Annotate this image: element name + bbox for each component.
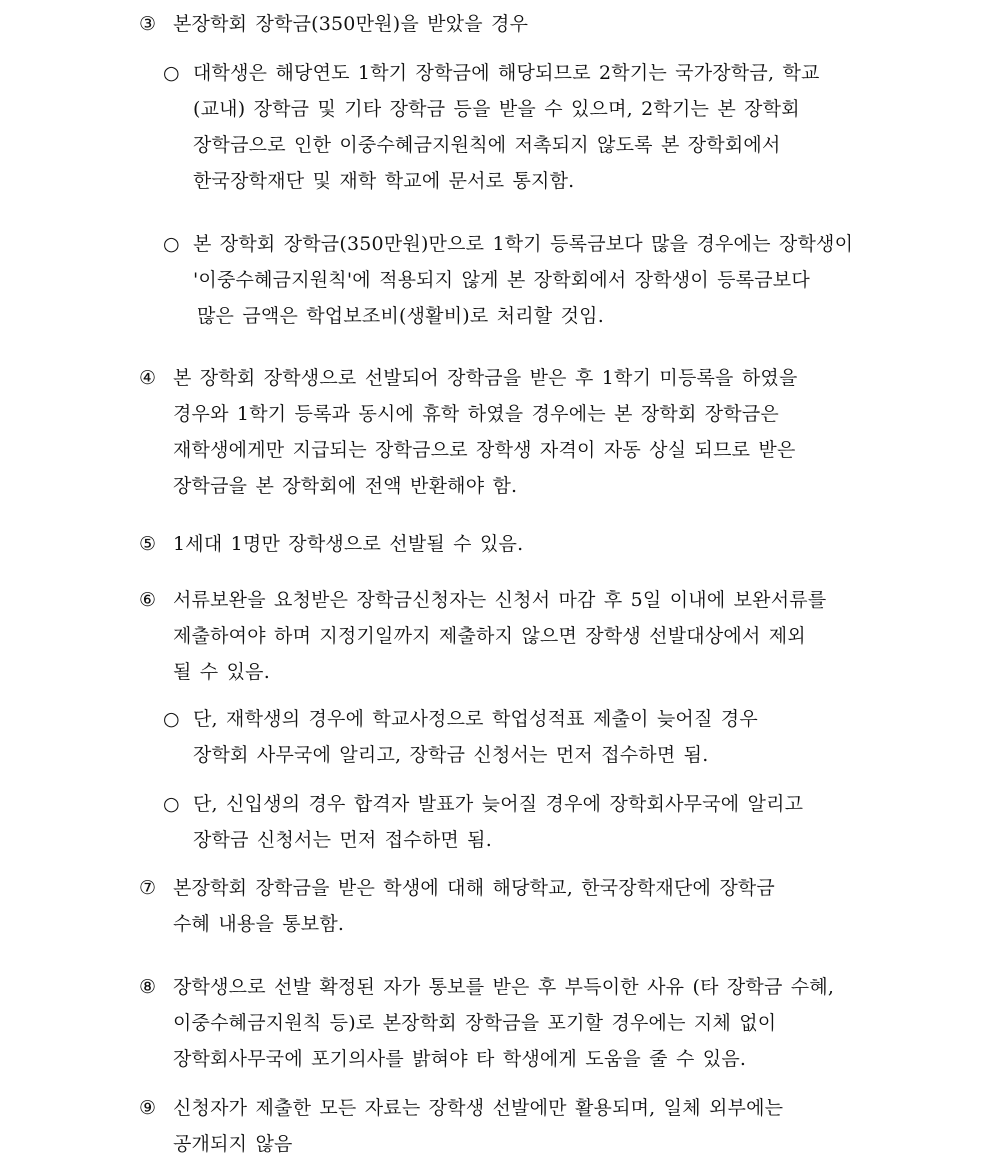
text-line: 단, 재학생의 경우에 학교사정으로 학업성적표 제출이 늦어질 경우 — [193, 708, 758, 730]
section-6-bullet-2 — [163, 786, 889, 858]
text-line: 이중수혜금지원칙 등)로 본장학회 장학금을 포기할 경우에는 지체 없이 — [173, 1012, 777, 1034]
section-5-text — [173, 526, 889, 562]
section-6-bullet-2-text — [193, 786, 889, 858]
text-line: 본 장학회 장학생으로 선발되어 장학금을 받은 후 1학기 미등록을 하였을 — [173, 367, 798, 389]
circled-number-6: ⑥ — [139, 589, 157, 611]
section-7-text — [173, 870, 889, 942]
text-line: 한국장학재단 및 재학 학교에 문서로 통지함. — [193, 170, 575, 192]
text-line: 제출하여야 하며 지정기일까지 제출하지 않으면 장학생 선발대상에서 제외 — [173, 625, 806, 647]
text-line: 서류보완을 요청받은 장학금신청자는 신청서 마감 후 5일 이내에 보완서류를 — [173, 589, 827, 611]
text-line: 될 수 있음. — [173, 661, 270, 683]
section-5 — [139, 526, 889, 562]
text-line: 본장학회 장학금(350만원)을 받았을 경우 — [173, 13, 529, 35]
circled-number-4: ④ — [139, 367, 157, 389]
section-9-text — [173, 1090, 889, 1162]
section-7 — [139, 870, 889, 942]
circle-bullet: ○ — [163, 233, 180, 255]
text-line: 단, 신입생의 경우 합격자 발표가 늦어질 경우에 장학회사무국에 알리고 — [193, 793, 804, 815]
section-3-bullet-1 — [163, 55, 889, 199]
circled-number-9: ⑨ — [139, 1097, 157, 1119]
circled-number-3: ③ — [139, 13, 157, 35]
section-3-bullet-2 — [163, 226, 889, 334]
section-3-bullet-1-text — [193, 55, 889, 199]
text-line: 1세대 1명만 장학생으로 선발될 수 있음. — [173, 533, 524, 555]
circle-bullet: ○ — [163, 62, 180, 84]
text-line: 장학회 사무국에 알리고, 장학금 신청서는 먼저 접수하면 됨. — [193, 744, 709, 766]
section-6-bullet-1 — [163, 701, 889, 773]
section-6-bullet-1-text — [193, 701, 889, 773]
circled-number-7: ⑦ — [139, 877, 157, 899]
text-line: (교내) 장학금 및 기타 장학금 등을 받을 수 있으며, 2학기는 본 장학회 — [193, 98, 800, 120]
text-line: 본 장학회 장학금(350만원)만으로 1학기 등록금보다 많을 경우에는 장학생이 — [193, 233, 854, 255]
circled-number-5: ⑤ — [139, 533, 157, 555]
text-line: 장학회사무국에 포기의사를 밝혀야 타 학생에게 도움을 줄 수 있음. — [173, 1048, 747, 1070]
section-4-text — [173, 360, 889, 504]
section-3-text — [173, 6, 889, 42]
section-6 — [139, 582, 889, 690]
section-8 — [139, 969, 889, 1077]
section-4 — [139, 360, 889, 504]
text-line: '이중수혜금지원칙'에 적용되지 않게 본 장학회에서 장학생이 등록금보다 — [193, 269, 810, 291]
circled-number-8: ⑧ — [139, 976, 157, 998]
text-line: 장학금으로 인한 이중수혜금지원칙에 저촉되지 않도록 본 장학회에서 — [193, 134, 781, 156]
text-line: 수혜 내용을 통보함. — [173, 913, 345, 935]
circle-bullet: ○ — [163, 793, 180, 815]
text-line: 장학생으로 선발 확정된 자가 통보를 받은 후 부득이한 사유 (타 장학금 수혜, — [173, 976, 835, 998]
text-line: 재학생에게만 지급되는 장학금으로 장학생 자격이 자동 상실 되므로 받은 — [173, 439, 796, 461]
text-line: 본장학회 장학금을 받은 학생에 대해 해당학교, 한국장학재단에 장학금 — [173, 877, 775, 899]
text-line: 공개되지 않음 — [173, 1133, 293, 1155]
section-6-text — [173, 582, 889, 690]
text-line: 장학금 신청서는 먼저 접수하면 됨. — [193, 829, 492, 851]
section-8-text — [173, 969, 889, 1077]
text-line: 신청자가 제출한 모든 자료는 장학생 선발에만 활용되며, 일체 외부에는 — [173, 1097, 784, 1119]
section-3-bullet-2-text — [193, 226, 889, 334]
section-9 — [139, 1090, 889, 1162]
circle-bullet: ○ — [163, 708, 180, 730]
text-line: 많은 금액은 학업보조비(생활비)로 처리할 것임. — [197, 305, 604, 327]
text-line: 대학생은 해당연도 1학기 장학금에 해당되므로 2학기는 국가장학금, 학교 — [193, 62, 820, 84]
section-3 — [139, 6, 889, 42]
text-line: 경우와 1학기 등록과 동시에 휴학 하였을 경우에는 본 장학회 장학금은 — [173, 403, 779, 425]
text-line: 장학금을 본 장학회에 전액 반환해야 함. — [173, 475, 518, 497]
